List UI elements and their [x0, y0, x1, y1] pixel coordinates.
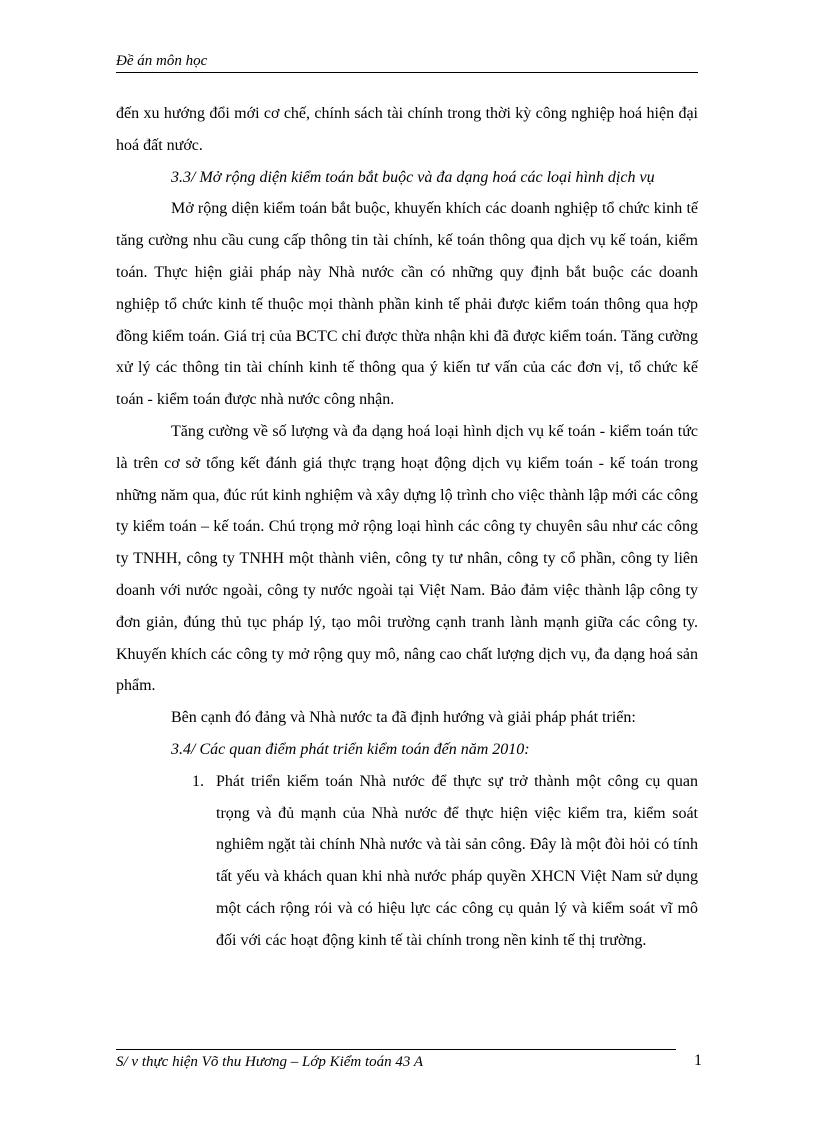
- page-number: 1: [694, 1052, 702, 1069]
- footer-text: S/ v thực hiện Võ thu Hương – Lớp Kiểm toán 43 A: [116, 1054, 424, 1070]
- paragraph: đến xu hướng đổi mới cơ chế, chính sách tài chính trong thời kỳ công nghiệp hoá hiện đại hoá đất nước.: [116, 105, 698, 154]
- document-body: [116, 98, 698, 957]
- footer-divider: [116, 1049, 676, 1050]
- section-heading-3-3: 3.3/ Mở rộng diện kiểm toán bắt buộc và đa dạng hoá các loại hình dịch vụ: [171, 168, 655, 186]
- list-item: [116, 766, 698, 957]
- page-header: [116, 52, 698, 73]
- paragraph: Mở rộng diện kiểm toán bắt buộc, khuyến khích các doanh nghiệp tổ chức kinh tế tăng cường nhu cầu cung cấp thông tin tài chính, kế toán thông qua dịch vụ kế toán, kiểm toán. Thực hiện giải pháp này Nhà nước cần có những quy định bắt buộc các doanh nghiệp tổ chức kinh tế thuộc mọi thành phần kinh tế phải được kiểm toán thông qua hợp đồng kiểm toán. Giá trị của BCTC chỉ được thừa nhận khi đã được kiểm toán. Tăng cường xử lý các thông tin tài chính kinh tế thông qua ý kiến tư vấn của các đơn vị, tổ chức kế toán - kiểm toán được nhà nước công nhận.: [116, 200, 698, 409]
- list-item-number: 1.: [192, 772, 204, 790]
- header-title: Đề án môn học: [116, 53, 208, 69]
- paragraph: Tăng cường về số lượng và đa dạng hoá loại hình dịch vụ kế toán - kiểm toán tức là trên cơ sở tổng kết đánh giá thực trạng hoạt động dịch vụ kiểm toán - kế toán trong những năm qua, đúc rút kinh nghiệm và xây dựng lộ trình cho việc thành lập mới các công ty kiểm toán – kế toán. Chú trọng mở rộng loại hình các công ty chuyên sâu như các công ty TNHH, công ty TNHH một thành viên, công ty tư nhân, công ty cổ phần, công ty liên doanh với nước ngoài, công ty nước ngoài tại Việt Nam. Bảo đảm việc thành lập công ty đơn giản, đúng thủ tục pháp lý, tạo môi trường cạnh tranh lành mạnh giữa các công ty. Khuyến khích các công ty mở rộng quy mô, nâng cao chất lượng dịch vụ, đa dạng hoá sản phẩm.: [116, 422, 698, 695]
- numbered-list: [116, 766, 698, 957]
- paragraph-intro: Bên cạnh đó đảng và Nhà nước ta đã định hướng và giải pháp phát triển:: [171, 709, 636, 727]
- section-heading-3-4: 3.4/ Các quan điểm phát triển kiểm toán đến năm 2010:: [171, 740, 530, 758]
- list-item-text: Phát triển kiểm toán Nhà nước để thực sự trở thành một công cụ quan trọng và đủ mạnh của Nhà nước để thực hiện việc kiểm tra, kiểm soát nghiêm ngặt tài chính Nhà nước và tài sản công. Đây là một đòi hỏi có tính tất yếu và khách quan khi nhà nước pháp quyền XHCN Việt Nam sử dụng một cách rộng rói và có hiệu lực các công cụ quản lý và kiểm soát vĩ mô đối với các hoạt động kinh tế tài chính trong nền kinh tế thị trường.: [216, 772, 698, 949]
